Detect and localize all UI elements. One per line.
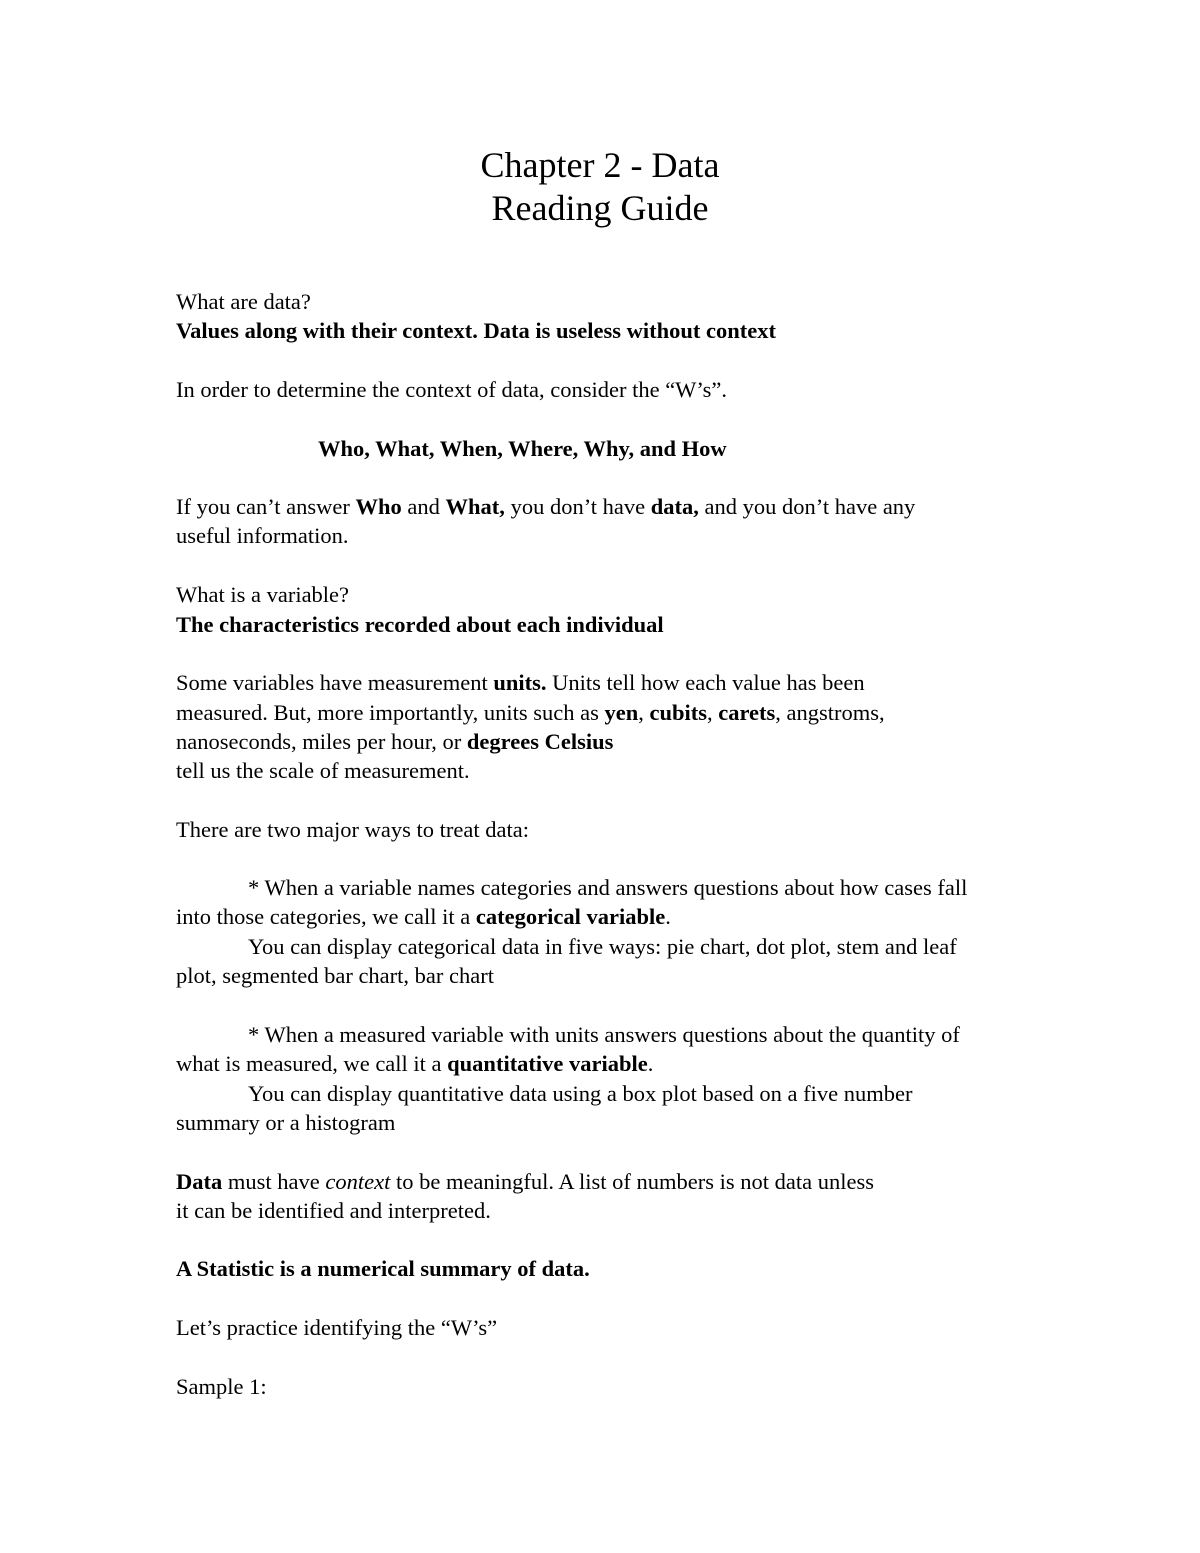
text-run: .: [647, 1051, 654, 1076]
bold-carets: carets: [718, 700, 776, 725]
bold-units: units.: [493, 670, 547, 695]
text-run: .: [665, 904, 671, 929]
text-run: and: [401, 494, 446, 519]
units-paragraph-line3: [176, 727, 1076, 756]
text-run: nanoseconds, miles per hour, or: [176, 729, 467, 754]
practice-prompt: Let’s practice identifying the “W’s”: [176, 1315, 498, 1340]
answer-what-is-variable: The characteristics recorded about each individual: [176, 612, 664, 637]
units-paragraph-line1: [176, 668, 1076, 697]
who-what-paragraph-line2: useful information.: [176, 523, 349, 548]
bold-categorical-variable: categorical variable: [475, 904, 666, 929]
two-ways-intro: There are two major ways to treat data:: [176, 817, 529, 842]
quantitative-line1: * When a measured variable with units answers questions about the quantity of: [248, 1022, 960, 1047]
bold-celsius: degrees Celsius: [466, 729, 614, 754]
document-title: Chapter 2 - Data: [480, 145, 720, 185]
quantitative-line4: summary or a histogram: [176, 1110, 396, 1135]
categorical-line3: You can display categorical data in five ways: pie chart, dot plot, stem and leaf: [248, 934, 957, 959]
sample-heading: Sample 1:: [176, 1374, 267, 1399]
text-run: measured. But, more importantly, units such as: [176, 700, 605, 725]
categorical-line4: plot, segmented bar chart, bar chart: [176, 963, 494, 988]
bold-quantitative-variable: quantitative variable: [447, 1051, 648, 1076]
bold-data-term: Data: [176, 1169, 223, 1194]
text-run: Units tell how each value has been: [546, 670, 865, 695]
units-paragraph-line2: [176, 698, 1076, 727]
text-run: ,: [706, 700, 719, 725]
bold-what: What,: [445, 494, 505, 519]
ws-list: Who, What, When, Where, Why, and How: [318, 436, 727, 461]
context-line1: [176, 1167, 1076, 1196]
units-paragraph-line4: tell us the scale of measurement.: [176, 758, 470, 783]
categorical-line1: * When a variable names categories and answers questions about how cases fall: [248, 875, 968, 900]
text-run: , angstroms,: [775, 700, 885, 725]
quantitative-line3: You can display quantitative data using a box plot based on a five number: [248, 1081, 913, 1106]
bold-cubits: cubits: [649, 700, 707, 725]
question-what-are-data: What are data?: [176, 289, 311, 314]
statistic-definition: A Statistic is a numerical summary of data.: [176, 1256, 590, 1281]
document-subtitle: Reading Guide: [491, 188, 709, 228]
text-run: to be meaningful. A list of numbers is not data unless: [390, 1169, 875, 1194]
text-run: If you can’t answer: [176, 494, 356, 519]
italic-context: context: [325, 1169, 391, 1194]
question-what-is-variable: What is a variable?: [176, 582, 350, 607]
text-run: Some variables have measurement: [176, 670, 494, 695]
categorical-line2: [176, 902, 1076, 931]
bold-who: Who: [355, 494, 402, 519]
text-run: and you don’t have any: [698, 494, 916, 519]
context-line2: it can be identified and interpreted.: [176, 1198, 491, 1223]
ws-intro: In order to determine the context of data, consider the “W’s”.: [176, 377, 728, 402]
answer-what-are-data: Values along with their context. Data is useless without context: [176, 318, 776, 343]
bold-yen: yen: [604, 700, 639, 725]
quantitative-line2: [176, 1049, 1076, 1078]
bold-data: data,: [650, 494, 699, 519]
text-run: into those categories, we call it a: [176, 904, 476, 929]
who-what-paragraph-line1: [176, 492, 1076, 521]
text-run: you don’t have: [504, 494, 651, 519]
text-run: must have: [222, 1169, 326, 1194]
text-run: ,: [638, 700, 650, 725]
text-run: what is measured, we call it a: [176, 1051, 448, 1076]
